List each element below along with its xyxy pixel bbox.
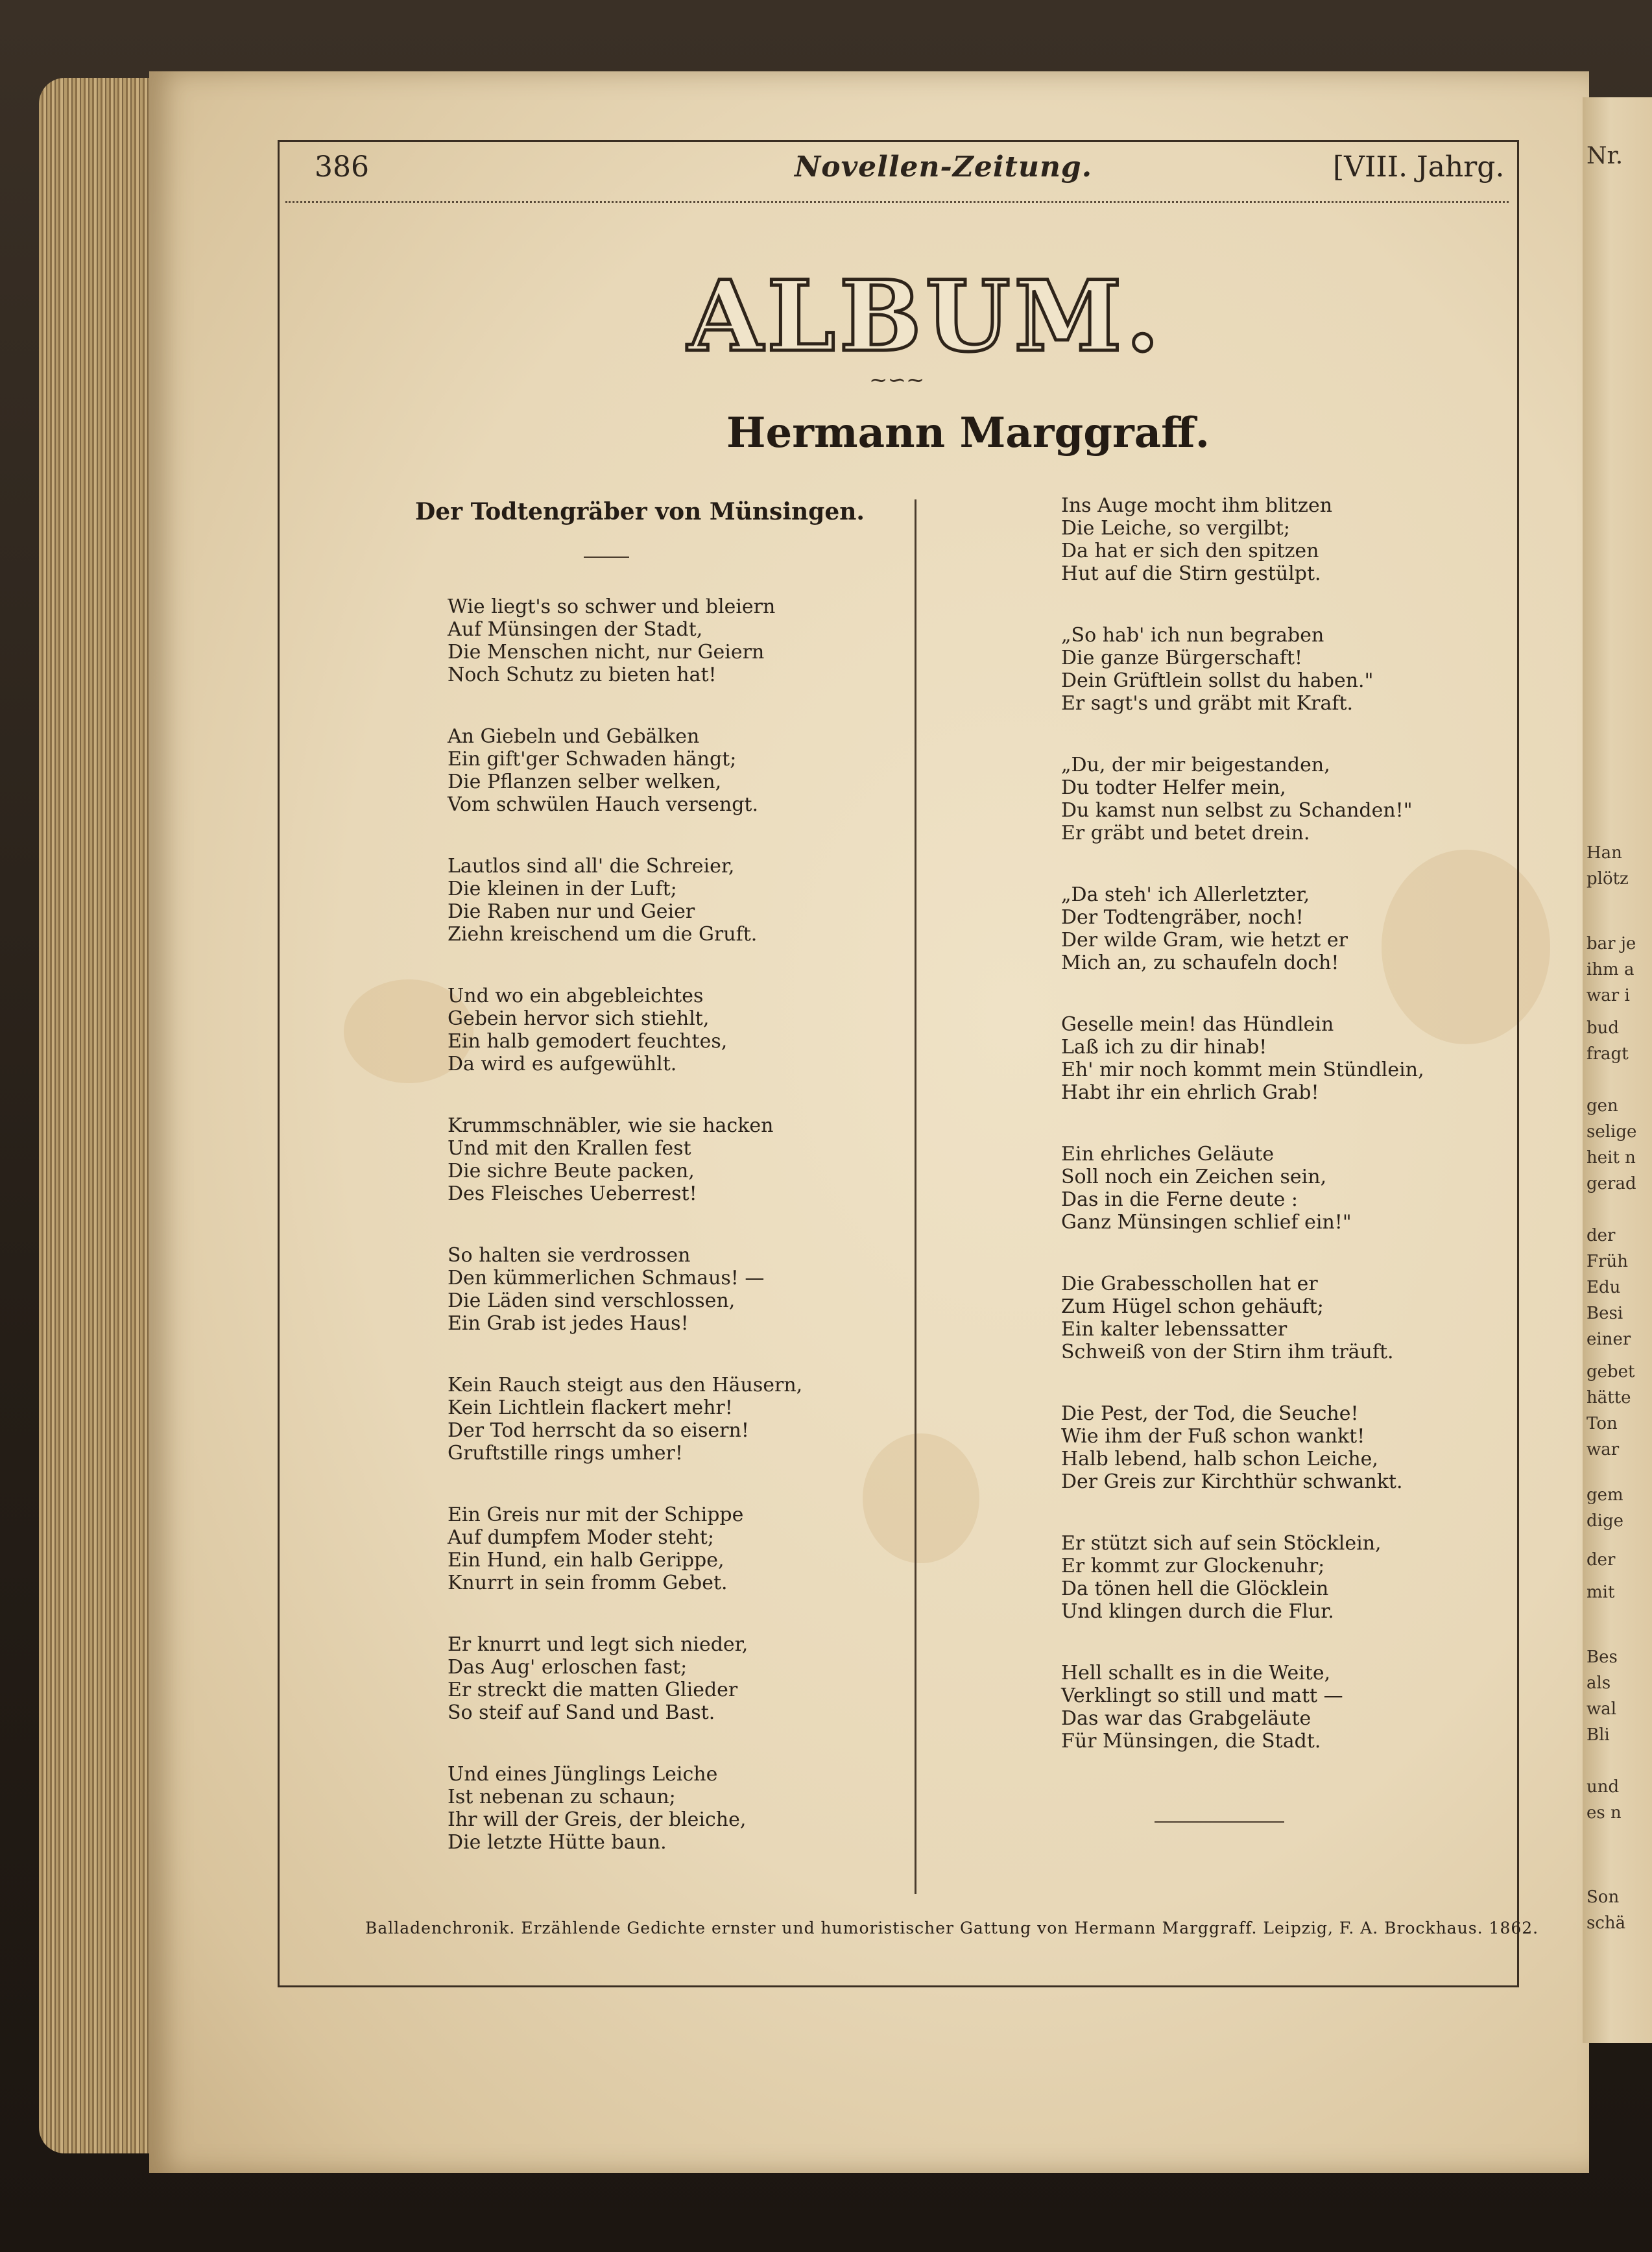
stanza: Und eines Jünglings Leiche Ist nebenan zu schaun; Ihr will der Greis, der bleiche, Die letzte Hütte baun. [448,1763,747,1854]
next-page-text: selige [1586,1122,1637,1142]
next-page-text: hätte [1586,1388,1631,1408]
next-page-text: bud [1586,1018,1620,1038]
stanza: Krummschnäbler, wie sie hacken Und mit den Krallen fest Die sichre Beute packen, Des Fleisches Ueberrest! [448,1114,774,1205]
next-page-text: heit n [1586,1148,1636,1168]
next-page-text: war i [1586,986,1630,1005]
next-page-text: wal [1586,1699,1617,1719]
end-rule [1155,1821,1284,1823]
next-page-text: der [1586,1550,1616,1570]
column-divider [915,499,916,1894]
author-name: Hermann Marggraff. [726,409,1210,457]
header-rule [285,201,1509,203]
page-number: 386 [315,150,369,184]
stanza: Kein Rauch steigt aus den Häusern, Kein Lichtlein flackert mehr! Der Tod herrscht da so eisern! Gruftstille rings umher! [448,1374,803,1465]
next-page-text: dige [1586,1511,1623,1531]
stanza: Die Grabesschollen hat er Zum Hügel schon gehäuft; Ein kalter lebenssatter Schweiß von der Stirn ihm träuft. [1061,1273,1394,1363]
next-page-text: Edu [1586,1278,1621,1297]
poem-title: Der Todtengräber von Münsingen. [415,498,865,525]
next-page-text: einer [1586,1330,1631,1349]
next-page-text: gem [1586,1485,1623,1505]
next-page-text: ihm a [1586,960,1634,979]
next-page-text: bar je [1586,934,1636,953]
next-page-text: war [1586,1440,1620,1459]
next-page-text: mit [1586,1583,1615,1602]
stanza: Und wo ein abgebleichtes Gebein hervor sich stiehlt, Ein halb gemodert feuchtes, Da wird es aufgewühlt. [448,985,728,1075]
next-page-text: gebet [1586,1362,1635,1382]
stanza: Er stützt sich auf sein Stöcklein, Er kommt zur Glockenuhr; Da tönen hell die Glöcklein Und klingen durch die Flur. [1061,1532,1382,1623]
journal-title: Novellen-Zeitung. [795,150,1093,184]
next-page-text: gerad [1586,1174,1636,1193]
next-page-text: als [1586,1673,1611,1693]
stanza: Ein ehrliches Geläute Soll noch ein Zeichen sein, Das in die Ferne deute : Ganz Münsingen schlief ein!" [1061,1143,1352,1234]
next-page-text: Han [1586,843,1622,863]
next-page-text: Früh [1586,1252,1628,1271]
stanza: „Du, der mir beigestanden, Du todter Helfer mein, Du kamst nun selbst zu Schanden!" Er gräbt und betet drein. [1061,754,1413,844]
next-page-text: plötz [1586,869,1629,889]
next-page [1583,97,1652,2043]
next-page-text: der [1586,1226,1616,1245]
stanza: Geselle mein! das Hündlein Laß ich zu dir hinab! Eh' mir noch kommt mein Stündlein, Habt ihr ein ehrlich Grab! [1061,1013,1424,1104]
next-page-text: Besi [1586,1304,1623,1323]
stanza: An Giebeln und Gebälken Ein gift'ger Schwaden hängt; Die Pflanzen selber welken, Vom schwülen Hauch versengt. [448,725,759,816]
next-page-text: Ton [1586,1414,1618,1433]
next-page-text: Bli [1586,1725,1610,1745]
volume-label: [VIII. Jahrg. [1333,150,1505,184]
stanza: Ins Auge mocht ihm blitzen Die Leiche, so vergilbt; Da hat er sich den spitzen Hut auf die Stirn gestülpt. [1061,494,1333,585]
next-page-text: es n [1586,1803,1622,1823]
next-page-text: fragt [1586,1044,1629,1064]
next-page-text: schä [1586,1913,1626,1933]
stanza: „Da steh' ich Allerletzter, Der Todtengräber, noch! Der wilde Gram, wie hetzt er Mich an, zu schaufeln doch! [1061,883,1348,974]
stanza: Er knurrt und legt sich nieder, Das Aug' erloschen fast; Er streckt die matten Glieder So steif auf Sand und Bast. [448,1633,748,1724]
stanza: Hell schallt es in die Weite, Verklingt so still und matt — Das war das Grabgeläute Für Münsingen, die Stadt. [1061,1662,1343,1753]
stanza: Lautlos sind all' die Schreier, Die kleinen in der Luft; Die Raben nur und Geier Ziehn kreischend um die Gruft. [448,855,758,946]
ornament: ~⁠∽⁠~ [869,367,925,393]
stanza: Die Pest, der Tod, die Seuche! Wie ihm der Fuß schon wankt! Halb lebend, halb schon Leiche, Der Greis zur Kirchthür schwankt. [1061,1402,1403,1493]
next-page-text: Bes [1586,1647,1618,1667]
stanza: „So hab' ich nun begraben Die ganze Bürgerschaft! Dein Grüftlein sollst du haben." Er sagt's und gräbt mit Kraft. [1061,624,1374,715]
next-page-text: und [1586,1777,1620,1797]
next-page-text: gen [1586,1096,1618,1116]
stanza: So halten sie verdrossen Den kümmerlichen Schmaus! — Die Läden sind verschlossen, Ein Grab ist jedes Haus! [448,1244,765,1335]
next-page-text: Nr. [1586,143,1623,169]
stanza: Wie liegt's so schwer und bleiern Auf Münsingen der Stadt, Die Menschen nicht, nur Geiern Noch Schutz zu bieten hat! [448,595,776,686]
album-title: ALBUM. [688,259,1164,374]
footnote: Balladenchronik. Erzählende Gedichte ernster und humoristischer Gattung von Hermann Marggraff. Leipzig, F. A. Brockhaus. 1862. [365,1919,1539,1937]
title-rule [584,557,629,558]
stanza: Ein Greis nur mit der Schippe Auf dumpfem Moder steht; Ein Hund, ein halb Gerippe, Knurrt in sein fromm Gebet. [448,1503,744,1594]
next-page-text: Son [1586,1887,1620,1907]
